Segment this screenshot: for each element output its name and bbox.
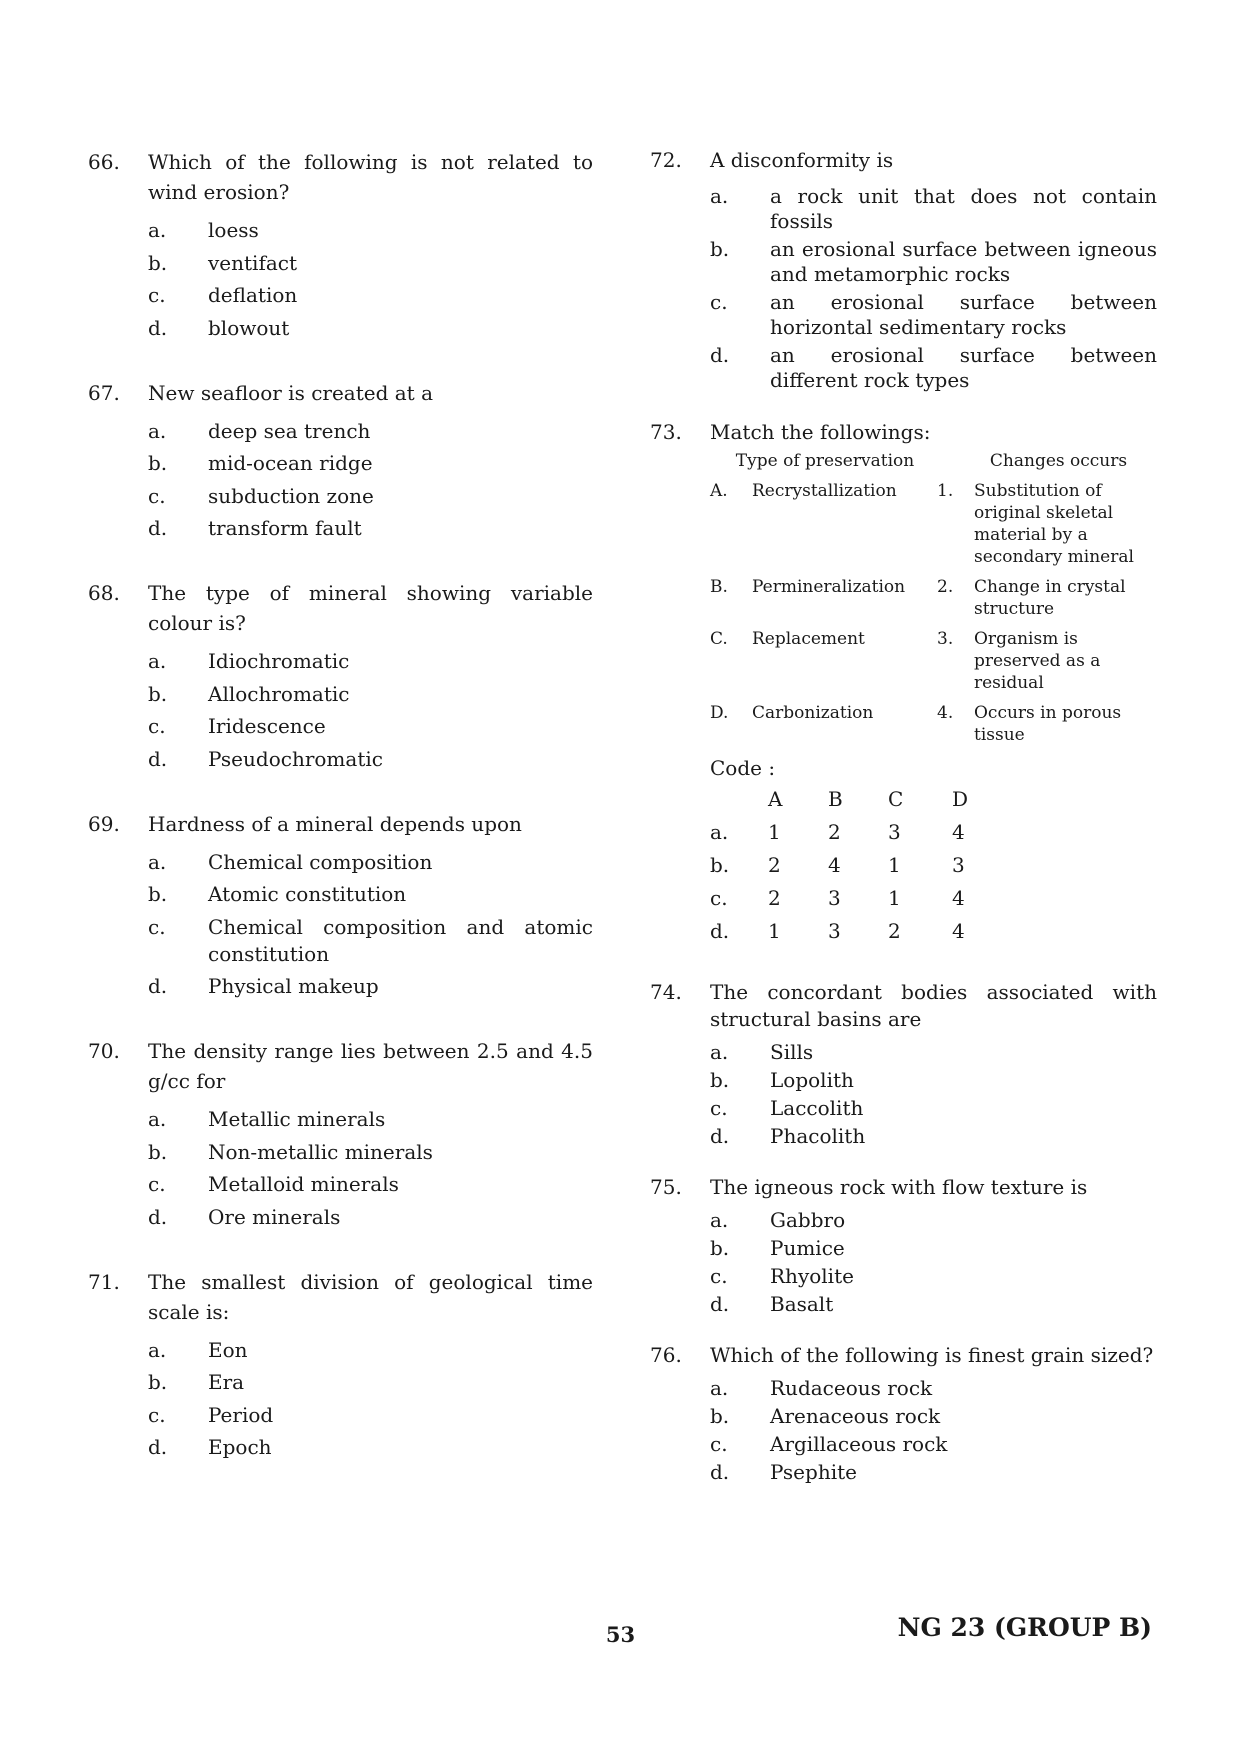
code-value: 3 — [888, 819, 901, 844]
option-indent — [650, 1235, 710, 1262]
option-letter: b. — [148, 882, 168, 906]
code-value: 2 — [768, 852, 781, 877]
code-value: 2 — [768, 885, 781, 910]
code-value: 4 — [952, 819, 965, 844]
question-text: Which of the following is finest grain sized? — [710, 1343, 1154, 1367]
code-row — [710, 815, 1157, 848]
option-item — [650, 1039, 1157, 1066]
question-number: 68. — [88, 581, 120, 605]
option-letter: d. — [148, 746, 168, 771]
option-letter: c. — [710, 1096, 728, 1120]
options-list — [650, 1375, 1157, 1486]
option-text: Chemical composition and atomic constitution — [208, 914, 593, 966]
option-indent — [88, 1402, 148, 1429]
options-list — [88, 849, 593, 1001]
question-number: 70. — [88, 1039, 120, 1063]
option-item — [650, 184, 1157, 234]
code-value: 1 — [768, 918, 781, 943]
question-text: The density range lies between 2.5 and 4.5 g/cc for — [148, 1039, 593, 1093]
option-indent — [650, 1375, 710, 1402]
left-column — [88, 147, 593, 1497]
code-value: 1 — [768, 819, 781, 844]
option-indent — [88, 450, 148, 477]
match-number: 4. — [937, 703, 954, 723]
option-letter: d. — [710, 1292, 730, 1316]
question-header — [650, 147, 1157, 174]
question-71 — [88, 1267, 593, 1462]
option-item — [88, 450, 593, 477]
question-text: The igneous rock with flow texture is — [710, 1175, 1088, 1199]
column-header-type: Type of preservation — [735, 451, 915, 471]
match-letter: B. — [710, 577, 728, 597]
option-item — [88, 1369, 593, 1396]
option-text: deflation — [208, 283, 298, 307]
option-indent — [650, 184, 710, 234]
option-indent — [88, 648, 148, 675]
option-text: Metallic minerals — [208, 1107, 386, 1131]
option-indent — [88, 250, 148, 277]
code-rows — [710, 815, 1157, 947]
match-row — [710, 702, 1157, 746]
match-item: Carbonization — [752, 703, 874, 723]
option-text: an erosional surface between igneous and metamorphic rocks — [770, 237, 1157, 286]
option-letter: b. — [148, 250, 168, 275]
option-item — [650, 1235, 1157, 1262]
options-list — [88, 1106, 593, 1231]
option-letter: a. — [710, 1040, 729, 1064]
option-item — [650, 1123, 1157, 1150]
option-text: a rock unit that does not contain fossils — [770, 184, 1157, 233]
question-68 — [88, 578, 593, 773]
code-value: 3 — [952, 852, 965, 877]
option-text: Ore minerals — [208, 1204, 341, 1229]
match-item: Permineralization — [752, 577, 906, 597]
option-letter: b. — [148, 1370, 168, 1394]
code-value: 1 — [888, 885, 901, 910]
option-text: an erosional surface between different rock types — [770, 343, 1157, 392]
option-text: mid-ocean ridge — [208, 451, 373, 475]
code-row — [710, 914, 1157, 947]
question-number: 71. — [88, 1269, 120, 1294]
option-letter: a. — [148, 1107, 167, 1131]
option-letter: b. — [710, 1068, 730, 1092]
question-66 — [88, 147, 593, 342]
option-item — [88, 713, 593, 740]
option-indent — [88, 746, 148, 773]
option-indent — [88, 315, 148, 342]
match-description: Substitution of original skeletal material by a secondary mineral — [974, 481, 1134, 567]
match-row — [710, 480, 1157, 568]
options-list — [650, 184, 1157, 393]
option-text: Idiochromatic — [208, 649, 350, 673]
option-letter: b. — [148, 451, 168, 475]
option-letter: c. — [148, 283, 166, 307]
question-number: 69. — [88, 811, 120, 836]
option-indent — [650, 237, 710, 287]
question-text: Which of the following is not related to wind erosion? — [148, 150, 593, 204]
option-letter: d. — [710, 1460, 730, 1484]
question-header — [650, 1342, 1157, 1369]
option-item — [650, 290, 1157, 340]
option-letter: c. — [710, 1432, 728, 1456]
code-table — [710, 782, 1157, 947]
option-text: Allochromatic — [208, 681, 350, 706]
option-letter: a. — [148, 218, 167, 242]
column-header-changes: Changes occurs — [989, 451, 1128, 471]
option-item — [88, 315, 593, 342]
option-item — [650, 1375, 1157, 1402]
option-item — [88, 515, 593, 542]
option-item — [88, 1171, 593, 1198]
option-letter: a. — [148, 1337, 167, 1362]
option-text: Arenaceous rock — [770, 1404, 941, 1428]
option-indent — [650, 1459, 710, 1486]
option-letter: d. — [710, 1124, 730, 1148]
option-text: Iridescence — [208, 714, 326, 738]
option-item — [88, 681, 593, 708]
option-text: Physical makeup — [208, 974, 379, 998]
match-item: Recrystallization — [752, 481, 897, 501]
option-text: Pumice — [770, 1236, 845, 1260]
option-item — [650, 343, 1157, 393]
option-item — [88, 282, 593, 309]
option-text: Laccolith — [770, 1096, 864, 1120]
options-list — [88, 217, 593, 342]
option-indent — [88, 881, 148, 908]
option-letter: c. — [710, 290, 728, 314]
option-indent — [650, 1291, 710, 1318]
option-item — [650, 1431, 1157, 1458]
option-item — [88, 914, 593, 968]
question-number: 74. — [650, 980, 682, 1004]
question-number: 75. — [650, 1175, 682, 1199]
option-text: Pseudochromatic — [208, 746, 383, 771]
question-67 — [88, 378, 593, 543]
option-letter: a. — [710, 1376, 729, 1400]
option-letter: c. — [148, 1402, 166, 1427]
question-76 — [650, 1342, 1157, 1486]
options-list — [88, 1337, 593, 1462]
option-indent — [650, 1067, 710, 1094]
option-letter: a. — [710, 1208, 729, 1232]
match-number: 2. — [937, 577, 954, 597]
option-item — [650, 1291, 1157, 1318]
match-description: Occurs in porous tissue — [974, 703, 1122, 745]
match-table-header — [710, 450, 1157, 472]
option-letter: d. — [148, 1435, 168, 1459]
option-text: Period — [208, 1402, 274, 1427]
option-letter: a. — [148, 418, 167, 443]
option-letter: c. — [148, 914, 166, 939]
option-text: Eon — [208, 1337, 248, 1362]
option-indent — [88, 1337, 148, 1364]
code-value: 4 — [952, 918, 965, 943]
option-item — [88, 881, 593, 908]
option-letter: c. — [148, 714, 166, 738]
option-letter: d. — [710, 343, 730, 367]
option-letter: d. — [148, 516, 168, 540]
option-indent — [88, 217, 148, 244]
question-header — [88, 1267, 593, 1327]
question-number: 66. — [88, 150, 120, 174]
code-column-header: D — [952, 786, 969, 811]
option-letter: b. — [710, 1404, 730, 1428]
match-number: 1. — [937, 481, 954, 501]
question-number: 73. — [650, 420, 682, 444]
match-letter: A. — [710, 481, 728, 501]
option-indent — [88, 282, 148, 309]
code-column-header: B — [828, 786, 843, 811]
option-text: an erosional surface between horizontal sedimentary rocks — [770, 290, 1157, 339]
code-column-header: C — [888, 786, 904, 811]
option-text: Lopolith — [770, 1068, 854, 1092]
option-text: Epoch — [208, 1435, 272, 1459]
page-number: 53 — [605, 1622, 636, 1647]
question-75 — [650, 1174, 1157, 1318]
option-text: ventifact — [208, 250, 298, 275]
footer-code: NG 23 (GROUP B) — [897, 1613, 1152, 1642]
option-item — [88, 1337, 593, 1364]
option-indent — [88, 1106, 148, 1133]
right-column — [650, 147, 1157, 1510]
question-text: Match the followings: — [710, 420, 931, 444]
option-indent — [88, 1204, 148, 1231]
options-list — [650, 1039, 1157, 1150]
option-indent — [88, 1434, 148, 1461]
question-text: The type of mineral showing variable colour is? — [148, 581, 593, 635]
question-number: 72. — [650, 148, 682, 172]
option-text: blowout — [208, 315, 290, 340]
code-option-letter: c. — [710, 885, 728, 910]
question-74 — [650, 979, 1157, 1150]
option-text: Rudaceous rock — [770, 1376, 933, 1400]
option-indent — [650, 1039, 710, 1066]
option-indent — [88, 515, 148, 542]
option-letter: d. — [148, 1204, 168, 1229]
option-item — [88, 250, 593, 277]
code-column-header: A — [768, 786, 783, 811]
question-text: The smallest division of geological time scale is: — [148, 1269, 593, 1324]
option-text: transform fault — [208, 516, 362, 540]
option-indent — [88, 418, 148, 445]
match-row — [710, 628, 1157, 694]
option-indent — [88, 713, 148, 740]
option-item — [650, 1067, 1157, 1094]
option-indent — [650, 343, 710, 393]
option-item — [88, 849, 593, 876]
option-text: Sills — [770, 1040, 814, 1064]
code-option-letter: d. — [710, 918, 730, 943]
option-item — [650, 237, 1157, 287]
option-indent — [650, 1207, 710, 1234]
option-text: subduction zone — [208, 483, 374, 508]
match-letter: D. — [710, 703, 729, 723]
code-value: 1 — [888, 852, 901, 877]
option-indent — [88, 1171, 148, 1198]
option-indent — [650, 1123, 710, 1150]
option-text: Chemical composition — [208, 849, 433, 874]
option-letter: a. — [710, 184, 729, 208]
code-value: 4 — [952, 885, 965, 910]
option-item — [88, 1204, 593, 1231]
match-item: Replacement — [752, 629, 865, 649]
option-indent — [650, 1403, 710, 1430]
code-value: 2 — [888, 918, 901, 943]
question-number: 67. — [88, 380, 120, 405]
question-73 — [650, 419, 1157, 947]
option-item — [650, 1095, 1157, 1122]
option-text: Gabbro — [770, 1208, 846, 1232]
option-indent — [88, 681, 148, 708]
match-row — [710, 576, 1157, 620]
match-letter: C. — [710, 629, 728, 649]
match-number: 3. — [937, 629, 954, 649]
code-row — [710, 848, 1157, 881]
option-text: loess — [208, 218, 259, 242]
option-indent — [650, 1095, 710, 1122]
match-rows — [710, 480, 1157, 746]
option-text: Era — [208, 1370, 245, 1394]
question-header — [650, 979, 1157, 1033]
option-letter: b. — [710, 1236, 730, 1260]
option-text: Atomic constitution — [208, 882, 407, 906]
match-table — [710, 450, 1157, 746]
option-text: Argillaceous rock — [770, 1432, 948, 1456]
option-item — [88, 1139, 593, 1166]
option-item — [88, 1402, 593, 1429]
option-indent — [650, 290, 710, 340]
question-text: Hardness of a mineral depends upon — [148, 811, 522, 836]
option-item — [650, 1263, 1157, 1290]
code-label: Code : — [710, 756, 776, 780]
option-indent — [88, 973, 148, 1000]
option-letter: b. — [148, 1139, 168, 1164]
option-indent — [88, 1139, 148, 1166]
option-text: Metalloid minerals — [208, 1172, 399, 1196]
question-header — [88, 1036, 593, 1096]
option-text: Basalt — [770, 1292, 834, 1316]
question-number: 76. — [650, 1343, 682, 1367]
option-letter: a. — [148, 849, 167, 874]
question-text: New seafloor is created at a — [148, 380, 433, 405]
option-text: Phacolith — [770, 1124, 866, 1148]
question-70 — [88, 1036, 593, 1231]
option-letter: b. — [710, 237, 730, 261]
option-text: Rhyolite — [770, 1264, 854, 1288]
code-option-letter: b. — [710, 852, 730, 877]
option-item — [88, 483, 593, 510]
option-letter: c. — [148, 483, 166, 508]
question-text: A disconformity is — [710, 148, 894, 172]
option-item — [650, 1459, 1157, 1486]
option-letter: d. — [148, 315, 168, 340]
match-description: Change in crystal structure — [974, 577, 1126, 619]
option-text: Non-metallic minerals — [208, 1139, 433, 1164]
option-letter: c. — [710, 1264, 728, 1288]
question-header — [88, 378, 593, 408]
option-item — [88, 1434, 593, 1461]
option-indent — [88, 1369, 148, 1396]
option-item — [88, 418, 593, 445]
question-69 — [88, 809, 593, 1001]
question-text: The concordant bodies associated with structural basins are — [710, 980, 1157, 1031]
code-value: 4 — [828, 852, 841, 877]
code-value: 3 — [828, 885, 841, 910]
option-indent — [88, 483, 148, 510]
option-text: deep sea trench — [208, 418, 371, 443]
options-list — [88, 418, 593, 543]
options-list — [88, 648, 593, 773]
option-item — [88, 648, 593, 675]
question-header — [88, 578, 593, 638]
right-questions — [650, 979, 1157, 1486]
code-option-letter: a. — [710, 819, 729, 844]
option-indent — [88, 849, 148, 876]
question-72 — [650, 147, 1157, 393]
question-header — [88, 809, 593, 839]
option-indent — [650, 1263, 710, 1290]
options-list — [650, 1207, 1157, 1318]
option-text: Psephite — [770, 1460, 857, 1484]
option-indent — [650, 1431, 710, 1458]
option-letter: c. — [148, 1172, 166, 1196]
code-row — [710, 881, 1157, 914]
option-item — [88, 973, 593, 1000]
option-item — [88, 746, 593, 773]
question-header — [650, 1174, 1157, 1201]
option-item — [88, 217, 593, 244]
question-header — [88, 147, 593, 207]
option-item — [88, 1106, 593, 1133]
question-header — [650, 419, 1157, 446]
match-description: Organism is preserved as a residual — [974, 629, 1101, 693]
option-item — [650, 1403, 1157, 1430]
option-indent — [88, 914, 148, 968]
option-letter: d. — [148, 974, 168, 998]
option-letter: a. — [148, 649, 167, 673]
option-item — [650, 1207, 1157, 1234]
code-value: 2 — [828, 819, 841, 844]
option-letter: b. — [148, 681, 168, 706]
code-value: 3 — [828, 918, 841, 943]
code-header-row — [710, 782, 1157, 815]
